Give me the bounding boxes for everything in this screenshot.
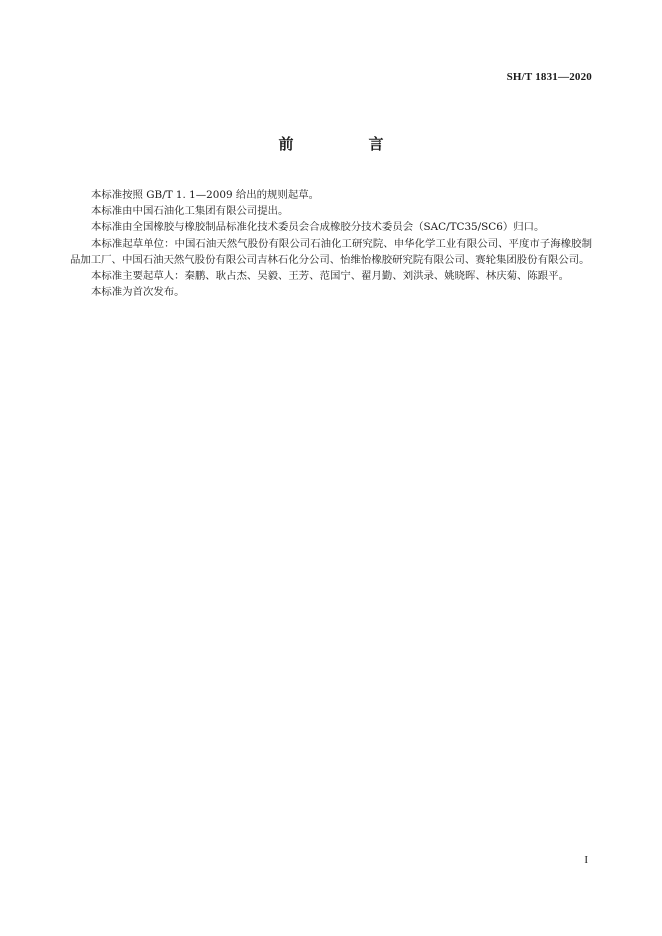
- paragraph-drafting-units: 本标准起草单位：中国石油天然气股份有限公司石油化工研究院、申华化学工业有限公司、平度市子海橡胶制品加工厂、中国石油天然气股份有限公司吉林石化分公司、怡维怡橡胶研究院有限公司、赛轮集团股份有限公司。: [70, 237, 592, 266]
- paragraph-committee: 本标准由全国橡胶与橡胶制品标准化技术委员会合成橡胶分技术委员会（SAC/TC35/SC6）归口。: [91, 221, 545, 234]
- paragraph-drafting-rules: 本标准按照 GB/T 1. 1—2009 给出的规则起草。: [91, 189, 320, 201]
- paragraph-proposer: 本标准由中国石油化工集团有限公司提出。: [91, 205, 289, 218]
- standard-code: SH/T 1831—2020: [506, 71, 592, 83]
- document-body: [70, 187, 592, 300]
- paragraph-first-release: 本标准为首次发布。: [91, 286, 185, 299]
- page-title: 前 言: [278, 135, 414, 153]
- paragraph-drafters: 本标准主要起草人：秦鹏、耿占杰、吴毅、王芳、范国宁、翟月勤、刘洪录、姚晓晖、林庆菊、陈跟平。: [91, 270, 569, 283]
- page-number: I: [584, 854, 588, 866]
